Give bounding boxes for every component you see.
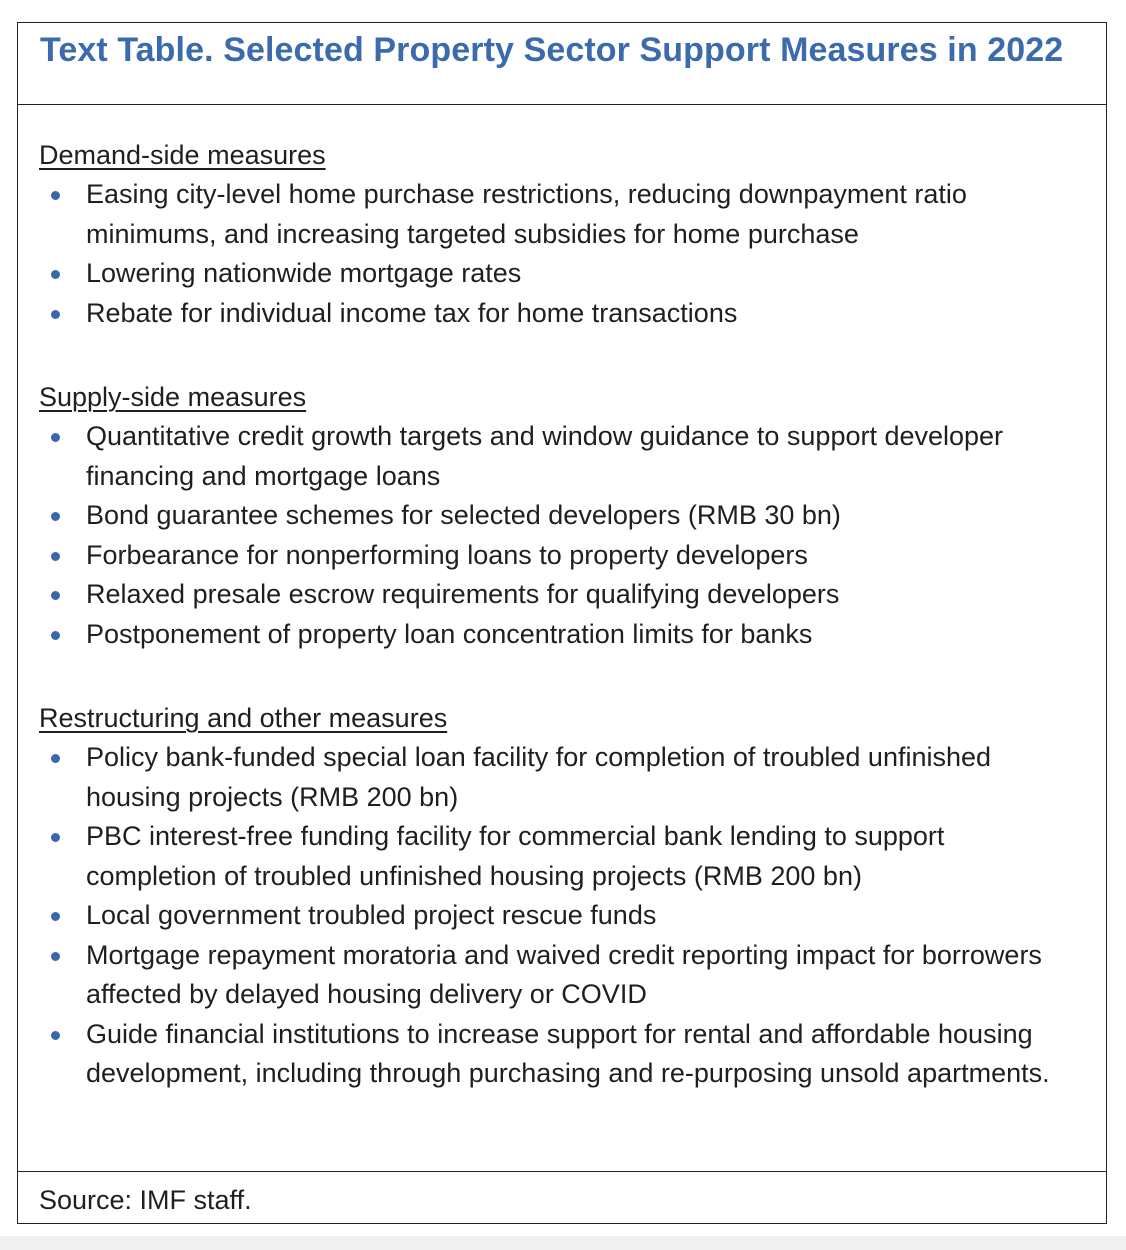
list-item [39, 417, 1066, 496]
table-title: Text Table. Selected Property Sector Support Measures in 2022 [40, 31, 1064, 69]
list-item [39, 738, 1066, 817]
list-item-text: Guide financial institutions to increase support for rental and affordable housing development, including through purchasing and re-purposing unsold apartments. [86, 1018, 1050, 1088]
table-body [18, 105, 1106, 1172]
section-supply-side [39, 379, 1066, 654]
bullet-icon [51, 833, 60, 842]
section-heading: Supply-side measures [39, 382, 307, 412]
list-item-text: Easing city-level home purchase restrictions, reducing downpayment ratio minimums, and increasing targeted subsidies for home purchase [86, 179, 967, 249]
list-item-text: Quantitative credit growth targets and window guidance to support developer financing and mortgage loans [86, 421, 1004, 491]
list-item [39, 1015, 1066, 1094]
page-bottom-strip [0, 1236, 1126, 1250]
bullet-icon [51, 310, 60, 319]
list-item-text: Forbearance for nonperforming loans to property developers [86, 539, 808, 570]
bullet-icon [51, 433, 60, 442]
section-restructuring [39, 700, 1066, 1094]
list-item [39, 615, 1066, 655]
bullet-icon [51, 1031, 60, 1040]
bullet-icon [51, 952, 60, 961]
bullet-icon [51, 591, 60, 600]
list-item [39, 575, 1066, 615]
bullet-icon [51, 191, 60, 200]
bullet-icon [51, 754, 60, 763]
list-item [39, 175, 1066, 254]
list-item-text: PBC interest-free funding facility for commercial bank lending to support completion of troubled unfinished housing projects (RMB 200 bn) [86, 821, 945, 891]
list-item [39, 496, 1066, 536]
list-item-text: Mortgage repayment moratoria and waived credit reporting impact for borrowers affected by delayed housing delivery or COVID [86, 939, 1042, 1009]
bullet-icon [51, 631, 60, 640]
bullet-icon [51, 912, 60, 921]
list-item [39, 936, 1066, 1015]
list-item-text: Lowering nationwide mortgage rates [86, 258, 522, 288]
list-item-text: Bond guarantee schemes for selected developers (RMB 30 bn) [86, 500, 841, 530]
bullet-list [39, 417, 1066, 654]
bullet-list [39, 738, 1066, 1094]
list-item-text: Local government troubled project rescue funds [86, 900, 657, 930]
list-item-text: Rebate for individual income tax for home transactions [86, 297, 738, 328]
title-row [18, 23, 1106, 105]
list-item [39, 896, 1066, 936]
section-heading: Restructuring and other measures [39, 703, 448, 733]
source-note: Source: IMF staff. [39, 1185, 252, 1215]
list-item-text: Relaxed presale escrow requirements for qualifying developers [86, 579, 840, 609]
bullet-list [39, 175, 1066, 333]
list-item [39, 254, 1066, 294]
list-item [39, 536, 1066, 576]
text-table [17, 22, 1107, 1224]
section-heading: Demand-side measures [39, 140, 326, 170]
bullet-icon [51, 512, 60, 521]
bullet-icon [51, 270, 60, 279]
section-demand-side [39, 137, 1066, 333]
list-item-text: Policy bank-funded special loan facility for completion of troubled unfinished housing projects (RMB 200 bn) [86, 742, 992, 812]
bullet-icon [51, 552, 60, 561]
list-item [39, 817, 1066, 896]
list-item [39, 294, 1066, 334]
list-item-text: Postponement of property loan concentration limits for banks [86, 618, 813, 649]
